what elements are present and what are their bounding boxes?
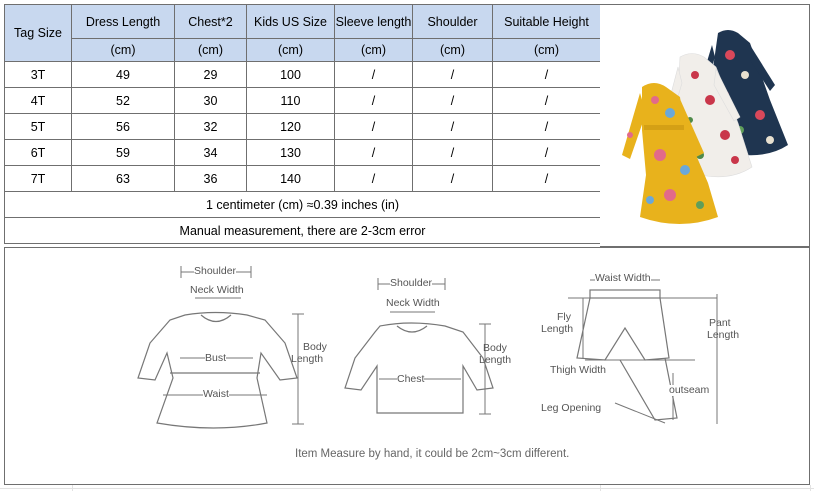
table-cell: 100 [247,62,335,88]
table-cell: / [335,140,413,166]
table-row [5,88,601,114]
table-cell: 140 [247,166,335,192]
pants-fly-length-label: Length [541,323,574,335]
header-sleeve-length: Sleeve length [335,5,413,39]
dress-neck-width-label: Neck Width [190,284,244,296]
header-kids-us-size: Kids US Size [247,5,335,39]
table-cell: 110 [247,88,335,114]
shirt-chest-label: Chest [397,373,425,385]
shirt-body-label: Body [483,342,507,354]
table-cell: / [413,88,493,114]
dress-length-label: Length [291,353,324,365]
table-cell: / [413,140,493,166]
shirt-shoulder-label: Shoulder [390,277,433,289]
table-cell: 36 [175,166,247,192]
dress-waist-label: Waist [203,388,229,400]
table-cell: 5T [5,114,72,140]
dress-bust-label: Bust [205,352,227,364]
shirt-length-label: Length [479,354,512,366]
unit-cell: (cm) [413,39,493,62]
dress-outline [138,313,297,429]
table-cell: 63 [72,166,175,192]
shirt-outline [345,323,493,413]
table-cell: 52 [72,88,175,114]
shirt-neck-width-label: Neck Width [386,297,440,309]
table-cell: 6T [5,140,72,166]
header-row [5,5,601,39]
table-cell: / [335,62,413,88]
pants-outline [577,290,677,420]
pants-thigh-width-label: Thigh Width [550,364,607,376]
table-cell: 130 [247,140,335,166]
error-note: Manual measurement, there are 2-3cm error [5,218,601,244]
size-chart-table [4,4,601,244]
table-cell: / [413,114,493,140]
pants-fly-label: Fly [557,311,571,323]
table-cell: 29 [175,62,247,88]
header-chest: Chest*2 [175,5,247,39]
pants-outseam-label: outseam [669,384,710,396]
unit-cell: (cm) [247,39,335,62]
unit-cell: (cm) [335,39,413,62]
pants-length-label: Length [707,329,740,341]
pants-waist-width-label: Waist Width [595,272,651,284]
table-cell: / [335,88,413,114]
table-cell: 4T [5,88,72,114]
header-dress-length: Dress Length [72,5,175,39]
table-cell: 49 [72,62,175,88]
table-cell: 32 [175,114,247,140]
unit-cell: (cm) [493,39,601,62]
table-cell: 3T [5,62,72,88]
table-cell: / [493,140,601,166]
measure-note: Item Measure by hand, it could be 2cm~3cm different. [295,448,570,460]
conversion-row [5,192,601,218]
pants-pant-label: Pant [709,317,731,329]
table-cell: 34 [175,140,247,166]
table-row [5,114,601,140]
unit-cell: (cm) [72,39,175,62]
table-cell: / [493,88,601,114]
dresses-image [600,5,808,246]
measurement-diagram [4,247,810,485]
table-cell: 59 [72,140,175,166]
conversion-note: 1 centimeter (cm) ≈0.39 inches (in) [5,192,601,218]
table-row [5,166,601,192]
pants-leg-opening-label: Leg Opening [541,402,602,414]
table-cell: / [413,62,493,88]
table-cell: / [493,62,601,88]
table-cell: / [413,166,493,192]
error-row [5,218,601,244]
dress-body-label: Body [303,341,327,353]
table-cell: 56 [72,114,175,140]
table-cell: 7T [5,166,72,192]
unit-row [5,39,601,62]
table-cell: / [493,166,601,192]
table-cell: 30 [175,88,247,114]
dress-shoulder-label: Shoulder [194,265,237,277]
header-shoulder: Shoulder [413,5,493,39]
table-row [5,140,601,166]
unit-cell: (cm) [175,39,247,62]
table-cell: / [335,114,413,140]
header-suitable-height: Suitable Height [493,5,601,39]
table-cell: 120 [247,114,335,140]
product-photo [600,4,810,247]
header-tag-size: Tag Size [5,5,72,62]
table-row [5,62,601,88]
table-cell: / [335,166,413,192]
table-cell: / [493,114,601,140]
